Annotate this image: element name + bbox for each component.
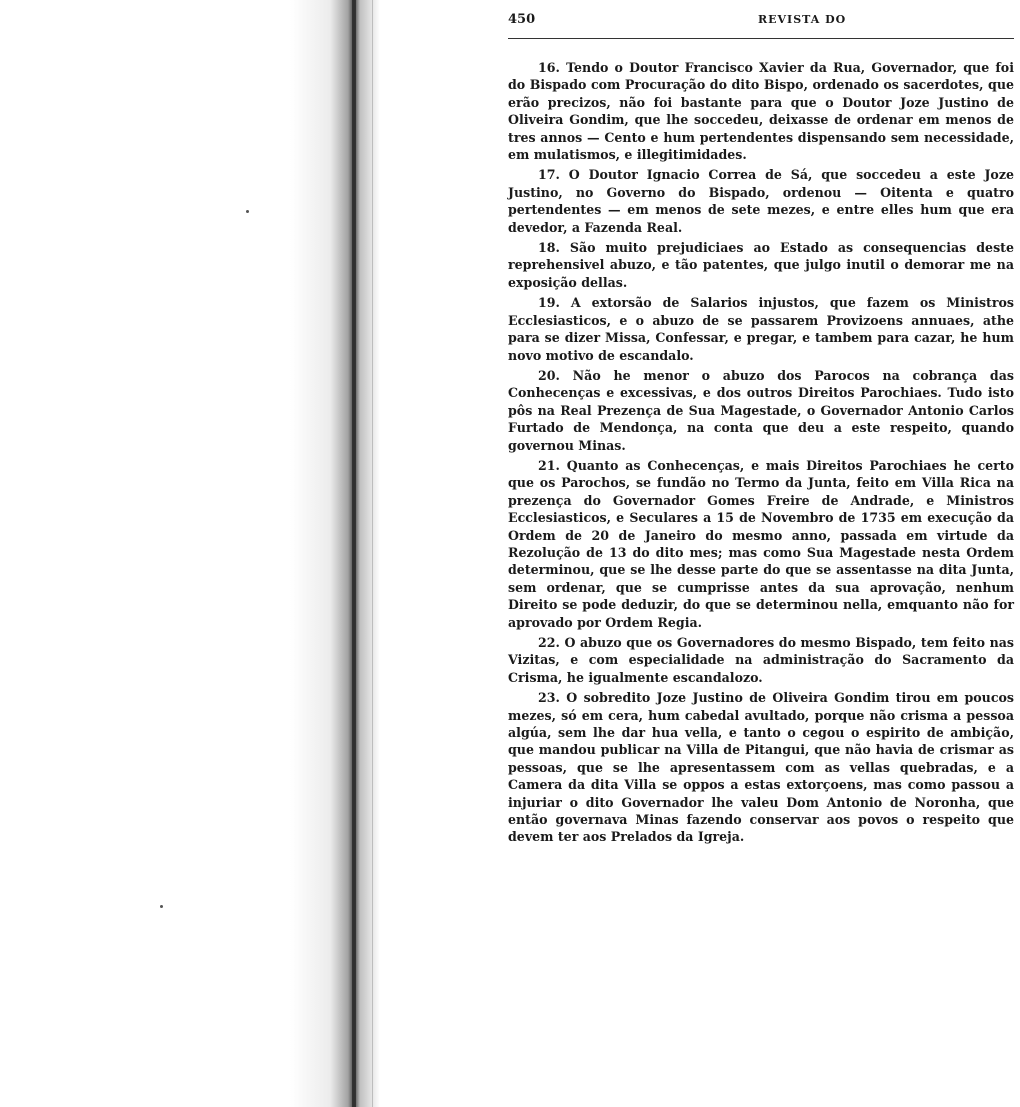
paragraph-number: 20. <box>538 367 560 383</box>
paragraph-number: 17. <box>538 167 560 183</box>
binding-fold <box>372 0 373 1107</box>
paragraph-number: 23. <box>538 690 560 706</box>
paragraph <box>508 294 1014 364</box>
paragraph <box>508 367 1014 454</box>
book-page <box>508 12 1014 849</box>
paragraph-number: 21. <box>538 457 560 473</box>
body-text <box>508 59 1014 846</box>
paragraph-text: O Doutor Ignacio Correa de Sá, que soccedeu a este Joze Justino, no Governo do Bispado, ordenou — Oitenta e quatro pertendentes — em menos de sete mezes, e entre elles hum que era devedor, a Fazenda Real. <box>508 167 1014 235</box>
paragraph-number: 19. <box>538 295 560 311</box>
page-number: 450 <box>508 12 536 27</box>
paragraph-text: São muito prejudiciaes ao Estado as consequencias deste reprehensivel abuzo, e tão patentes, que julgo inutil o demorar me na exposição dellas. <box>508 240 1014 290</box>
paragraph-text: Tendo o Doutor Francisco Xavier da Rua, Governador, que foi do Bispado com Procuração do dito Bispo, ordenado os sacerdotes, que erão precizos, não foi bastante para que o Doutor Joze Justino de Oliveira Gondim, que lhe soccedeu, deixasse de ordenar em menos de tres annos — Cento e hum pertendentes dispensando sem necessidade, em mulatismos, e illegitimidades. <box>508 60 1014 163</box>
paragraph-text: O abuzo que os Governadores do mesmo Bispado, tem feito nas Vizitas, e com especialidade na administração do Sacramento da Crisma, he igualmente escandalozo. <box>508 635 1014 685</box>
paragraph-number: 22. <box>538 635 560 650</box>
page-header <box>508 12 1014 34</box>
paragraph-text: A extorsão de Salarios injustos, que fazem os Ministros Ecclesiasticos, e o abuzo de se passarem Provizoens annuaes, athe para se dizer Missa, Confessar, e pregar, e tambem para cazar, he hum novo motivo de escandalo. <box>508 295 1014 363</box>
running-title: REVISTA DO <box>758 13 847 26</box>
paragraph <box>508 166 1014 236</box>
paragraph <box>508 634 1014 686</box>
paragraph-number: 18. <box>538 240 560 256</box>
header-rule <box>508 38 1014 39</box>
paragraph-number: 16. <box>538 60 560 75</box>
paragraph <box>508 59 1014 163</box>
paragraph-text: Não he menor o abuzo dos Parocos na cobrança das Conhecenças e excessivas, e dos outros Direitos Parochiaes. Tudo isto pôs na Real Prezença de Sua Magestade, o Governador Antonio Carlos Furtado de Mendonça, na conta que deu a este respeito, quando governou Minas. <box>508 367 1014 453</box>
paragraph-text: O sobredito Joze Justino de Oliveira Gondim tirou em poucos mezes, só em cera, hum cabedal avultado, porque não crisma a pessoa algúa, sem lhe dar hua vella, e tanto o cegou o espirito de ambição, que mandou publicar na Villa de Pitangui, que não havia de crismar as pessoas, que se lhe apresentassem com as vellas quebradas, e a Camera da dita Villa se oppos a estas extorçoens, mas como passou a injuriar o dito Governador lhe valeu Dom Antonio de Noronha, que então governava Minas fazendo conservar aos povos o respeito que devem ter aos Prelados da Igreja. <box>508 690 1014 845</box>
binding-edge <box>352 0 356 1107</box>
paragraph <box>508 457 1014 631</box>
scan-speck <box>246 210 249 213</box>
scan-speck <box>160 905 163 908</box>
binding-shadow <box>290 0 380 1107</box>
paragraph <box>508 689 1014 846</box>
paragraph-text: Quanto as Conhecenças, e mais Direitos Parochiaes he certo que os Parochos, se fundão no Termo da Junta, feito em Villa Rica na prezença do Governador Gomes Freire de Andrade, e Ministros Ecclesiasticos, e Seculares a 15 de Novembro de 1735 em execução da Ordem de 20 de Janeiro do mesmo anno, passada em virtude da Rezolução de 13 do dito mes; mas como Sua Magestade nesta Ordem determinou, que se lhe desse parte do que se assentasse na dita Junta, sem ordenar, que se cumprisse antes da sua aprovação, nenhum Direito se pode deduzir, do que se determinou nella, emquanto não for aprovado por Ordem Regia. <box>508 457 1014 630</box>
paragraph <box>508 239 1014 291</box>
